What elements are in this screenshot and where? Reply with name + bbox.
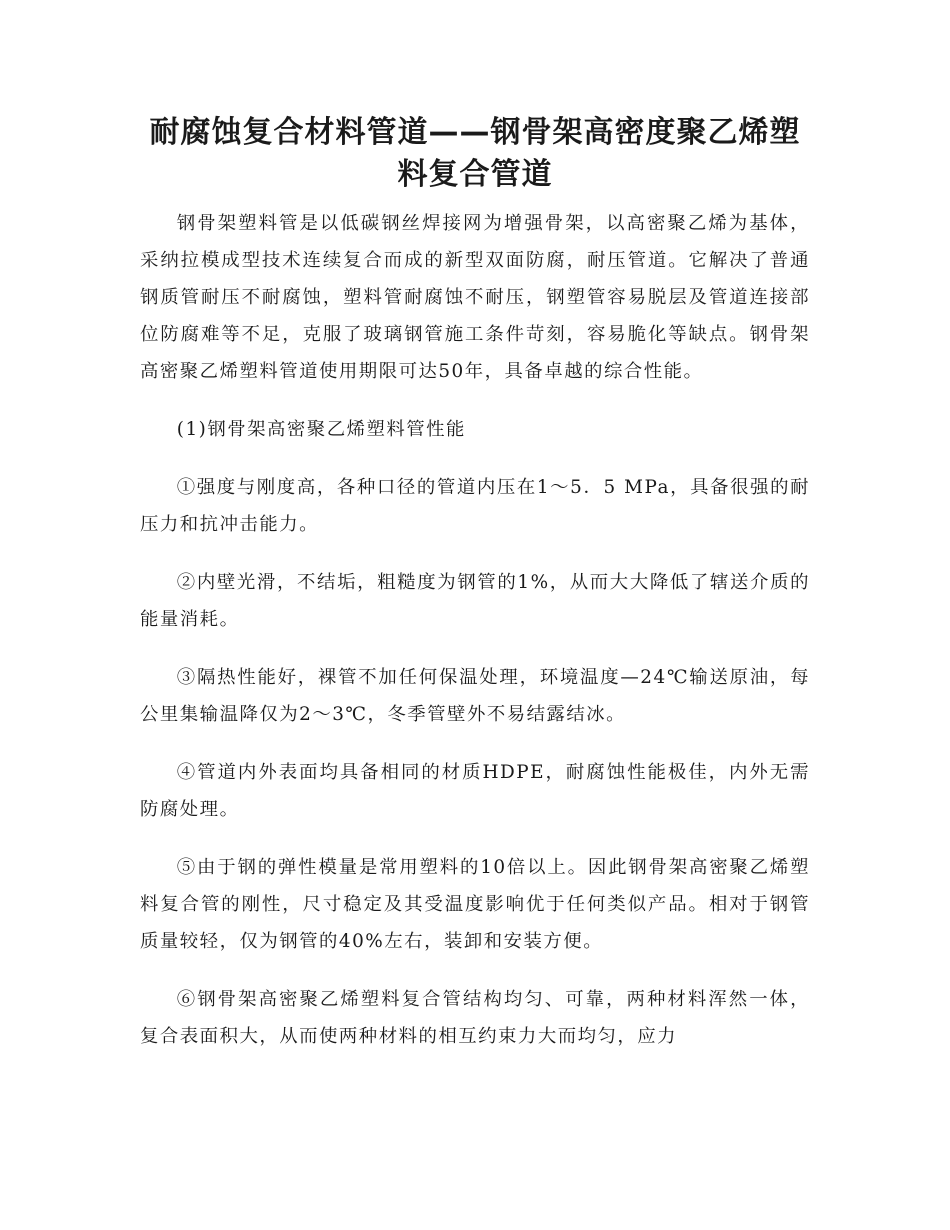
- paragraph-intro: 钢骨架塑料管是以低碳钢丝焊接网为增强骨架，以高密聚乙烯为基体，采纳拉模成型技术连续复合而成的新型双面防腐，耐压管道。它解决了普通钢质管耐压不耐腐蚀，塑料管耐腐蚀不耐压，钢塑管容易脱层及管道连接部位防腐难等不足，克服了玻璃钢管施工条件苛刻，容易脆化等缺点。钢骨架高密聚乙烯塑料管道使用期限可达50年，具备卓越的综合性能。: [140, 213, 810, 382]
- list-item: ④管道内外表面均具备相同的材质HDPE，耐腐蚀性能极佳，内外无需防腐处理。: [140, 762, 810, 820]
- document-body: [140, 205, 810, 1076]
- list-item: ⑤由于钢的弹性模量是常用塑料的10倍以上。因此钢骨架高密聚乙烯塑料复合管的刚性，尺寸稳定及其受温度影响优于任何类似产品。相对于钢管质量较轻，仅为钢管的40%左右，装卸和安装方便。: [140, 857, 810, 952]
- list-item: ⑥钢骨架高密聚乙烯塑料复合管结构均匀、可靠，两种材料浑然一体，复合表面积大，从而使两种材料的相互约束力大而均匀，应力: [140, 989, 810, 1047]
- list-item: ②内壁光滑，不结垢，粗糙度为钢管的1%，从而大大降低了辖送介质的能量消耗。: [140, 572, 810, 630]
- section-heading: (1)钢骨架高密聚乙烯塑料管性能: [176, 419, 466, 440]
- list-item: ①强度与刚度高，各种口径的管道内压在1～5．5 MPa，具备很强的耐压力和抗冲击能力。: [140, 477, 810, 535]
- list-item: ③隔热性能好，裸管不加任何保温处理，环境温度—24℃输送原油，每公里集输温降仅为2～3℃，冬季管壁外不易结露结冰。: [140, 667, 810, 725]
- document-title: 耐腐蚀复合材料管道——钢骨架高密度聚乙烯塑料复合管道: [149, 115, 801, 192]
